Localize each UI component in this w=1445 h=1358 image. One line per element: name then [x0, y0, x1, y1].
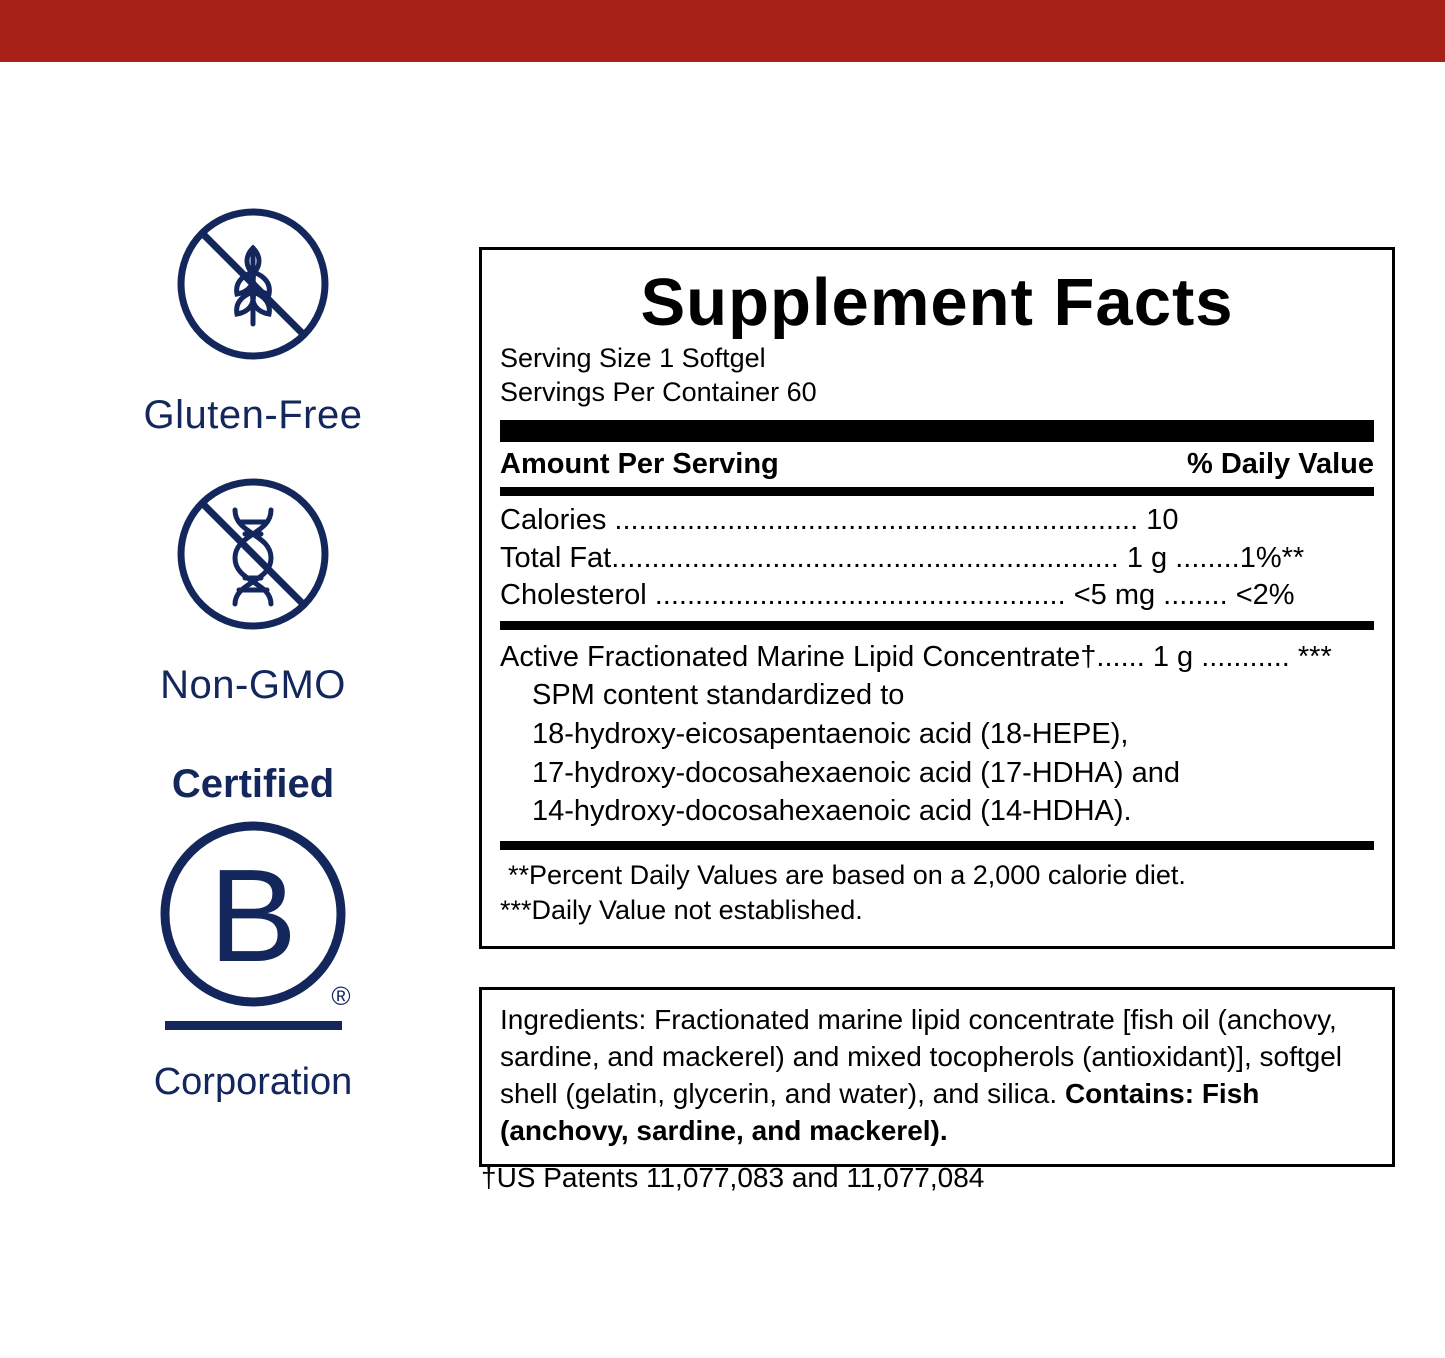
b-corp-icon [146, 809, 361, 1059]
svg-text:B: B [208, 842, 297, 989]
divider-medium-1 [500, 487, 1374, 496]
supplement-facts-panel [479, 247, 1395, 949]
divider-thick-top [500, 420, 1374, 442]
servings-per-container: Servings Per Container 60 [500, 377, 817, 408]
badge-label-certified: Certified [171, 762, 335, 806]
nutrient-row-cholesterol: Cholesterol ................................................... <5 mg ........ <2% [500, 579, 1295, 612]
badge-label-gluten-free: Gluten-Free [143, 393, 363, 437]
supplement-facts-title: Supplement Facts [640, 265, 1234, 340]
table-header-row [500, 442, 1374, 487]
divider-medium-3 [500, 841, 1374, 850]
badge-non-gmo [88, 472, 418, 708]
footnote-dv-not-established: ***Daily Value not established. [500, 894, 863, 925]
ingredients-contains: Contains: Fish (anchovy, sardine, and mackerel). [500, 1077, 1260, 1146]
footnote-percent-dv: **Percent Daily Values are based on a 2,000 calorie diet. [508, 859, 1186, 890]
ingredients-panel [479, 987, 1395, 1167]
nutrient-list [500, 496, 1374, 621]
active-ingredient-line: Active Fractionated Marine Lipid Concentrate†...... 1 g ........... *** [500, 640, 1332, 673]
badge-label-non-gmo: Non-GMO [160, 663, 346, 707]
badge-b-corp [88, 762, 418, 1104]
footnotes [500, 850, 1374, 932]
daily-value-header: % Daily Value [1187, 447, 1374, 480]
active-sub-line-4: 14-hydroxy-docosahexaenoic acid (14-HDHA). [532, 795, 1132, 828]
nutrient-row-calories: Calories ................................................................. 10 [500, 503, 1179, 536]
wheat-crossed-icon [153, 202, 353, 387]
svg-text:®: ® [330, 981, 351, 1011]
badge-gluten-free [88, 202, 418, 438]
patents-note: †US Patents 11,077,083 and 11,077,084 [481, 1162, 985, 1193]
certification-badges [88, 202, 418, 1130]
nutrient-row-total-fat: Total Fat............................................................... 1 g ........1%** [500, 541, 1305, 574]
label-page [0, 62, 1445, 1358]
amount-per-serving-header: Amount Per Serving [500, 447, 779, 480]
active-ingredient-block [500, 630, 1374, 841]
active-sub-line-1: SPM content standardized to [532, 679, 905, 712]
dna-crossed-icon [153, 472, 353, 657]
active-sub-line-2: 18-hydroxy-eicosapentaenoic acid (18-HEPE), [532, 718, 1129, 751]
serving-size: Serving Size 1 Softgel [500, 343, 766, 374]
top-accent-bar [0, 0, 1445, 62]
divider-medium-2 [500, 621, 1374, 630]
ingredients-text: Ingredients: Fractionated marine lipid concentrate [fish oil (anchovy, sardine, and mackerel) and mixed tocopherols (antioxidant)], softgel shell (gelatin, glycerin, and water), and silica. [500, 1004, 1342, 1109]
active-sub-line-3: 17-hydroxy-docosahexaenoic acid (17-HDHA) and [532, 756, 1180, 789]
badge-label-corporation: Corporation [153, 1061, 353, 1103]
